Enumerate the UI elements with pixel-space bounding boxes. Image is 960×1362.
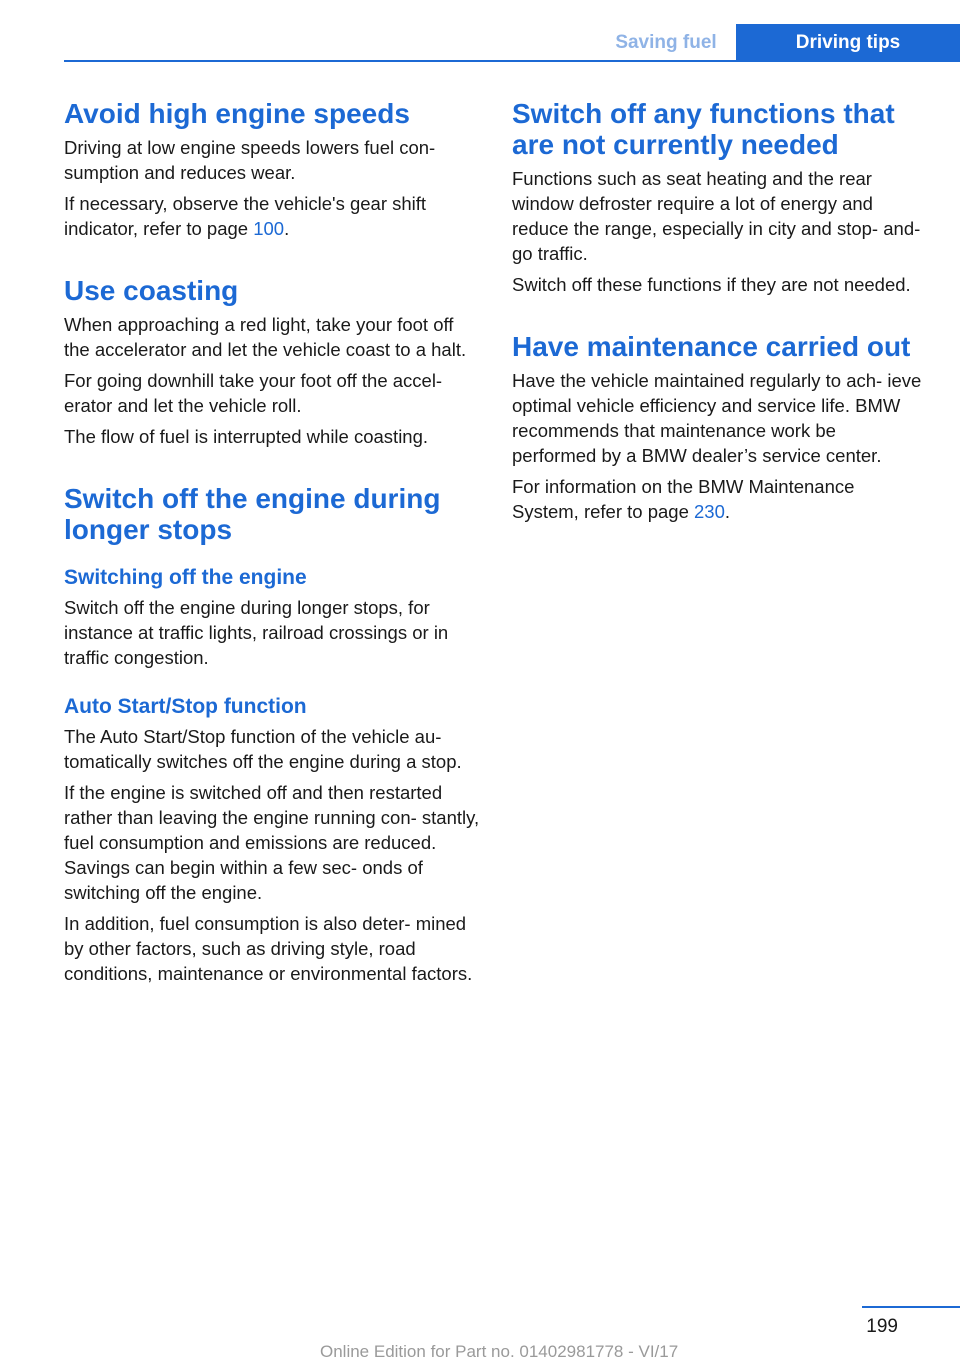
text: . — [724, 501, 731, 522]
subheading-auto-start-stop: Auto Start/Stop function — [64, 695, 307, 718]
page-link-100[interactable]: 100 — [253, 218, 285, 239]
paragraph-maintenance: Have the vehicle maintained regularly to ach- ieve optimal vehicle efficiency and service life. BMW recommends that maintenance work be performed by a BMW dealer’s service center. — [512, 370, 922, 466]
heading-use-coasting: Use coasting — [64, 275, 239, 306]
paragraph-low-engine-speeds: Driving at low engine speeds lowers fuel con- sumption and reduces wear. — [64, 137, 436, 183]
paragraph-red-light: When approaching a red light, take your foot off the accelerator and let the vehicle coast to a halt. — [64, 314, 467, 360]
page-number: 199 — [866, 1316, 898, 1337]
subheading-switching-off-engine: Switching off the engine — [64, 566, 307, 589]
page-number-rule — [862, 1306, 960, 1308]
section-tab-saving-fuel[interactable]: Saving fuel — [615, 32, 717, 53]
paragraph-restart-savings: If the engine is switched off and then restarted rather than leaving the engine running con- stantly, fuel consumption and emissions are reduced. Savings can begin within a few sec- onds of switching off the engine. — [64, 782, 480, 903]
left-column — [64, 98, 482, 992]
paragraph-auto-start-stop: The Auto Start/Stop function of the vehicle au- tomatically switches off the engine during a stop. — [64, 726, 462, 772]
heading-switch-off-engine-longer-stops: Switch off the engine during longer stops — [64, 483, 441, 545]
paragraph-fuel-flow: The flow of fuel is interrupted while coasting. — [64, 426, 429, 447]
heading-avoid-high-engine-speeds: Avoid high engine speeds — [64, 98, 410, 129]
paragraph-maintenance-system — [512, 474, 922, 524]
paragraph-gear-shift-indicator — [64, 191, 482, 241]
paragraph-downhill: For going downhill take your foot off the accel- erator and let the vehicle roll. — [64, 370, 443, 416]
right-column — [512, 98, 922, 530]
text: . — [284, 218, 290, 239]
chapter-tab-driving-tips[interactable]: Driving tips — [736, 24, 960, 62]
paragraph-switch-off-longer-stops: Switch off the engine during longer stops, for instance at traffic lights, railroad crossings or in traffic congestion. — [64, 597, 449, 668]
heading-switch-off-functions: Switch off any functions that are not currently needed — [512, 98, 895, 160]
text: If necessary, observe the vehicle's gear shift indicator, refer to page — [64, 193, 427, 239]
page-link-230[interactable]: 230 — [694, 501, 725, 522]
paragraph-other-factors: In addition, fuel consumption is also deter- mined by other factors, such as driving style, road conditions, maintenance or environmental factors. — [64, 913, 473, 984]
footer-edition: Online Edition for Part no. 01402981778 - VI/17 — [320, 1342, 679, 1361]
paragraph-seat-heating: Functions such as seat heating and the rear window defroster require a lot of energy and reduce the range, especially in city and stop- and-go traffic. — [512, 168, 921, 264]
text: For information on the BMW Maintenance System, refer to page — [512, 476, 855, 522]
heading-maintenance: Have maintenance carried out — [512, 331, 911, 362]
paragraph-switch-off-functions: Switch off these functions if they are not needed. — [512, 274, 911, 295]
